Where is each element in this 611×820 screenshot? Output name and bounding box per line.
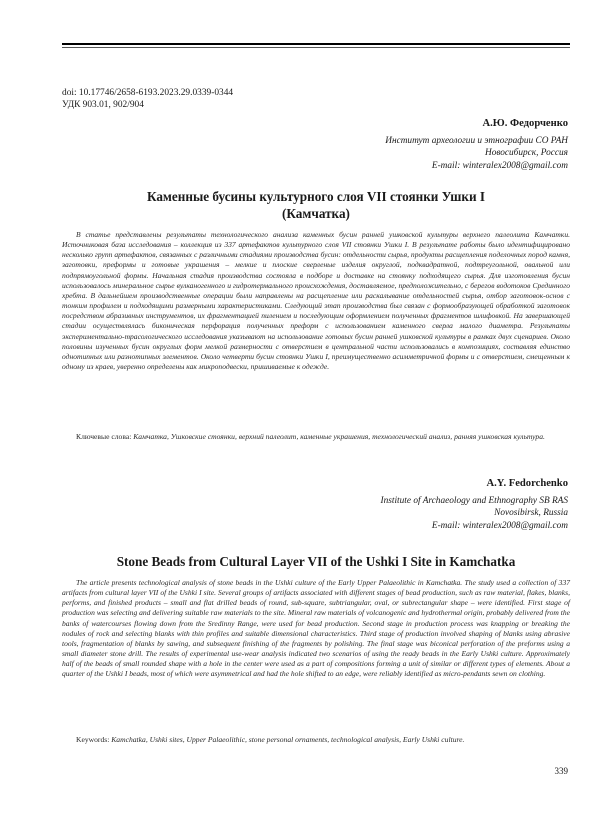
en-author: A.Y. Fedorchenko [486, 478, 568, 489]
ru-keywords-label: Ключевые слова: [76, 432, 132, 441]
en-abstract: The article presents technological analysis of stone beads in the Ushki culture of the Early Upper Palaeolithic in Kamchatka. The study used a collection of 337 artifacts from cultural layer VII of the Ushki I site. Several groups of artifacts associated with different stages of bead production, such as raw material, flakes, blanks, performs, and finished products – small and flat drilled beads of round, sub-square, subtriangular, oval, or subrectangular shape – were identified. First stage of production was selecting and delivering suitable raw materials to the site. Mineral raw materials of volcanogenic and hydrothermal origin, probably delivered from the banks of watercourses flowing down from the Sredinny Range, were used for bead production. Second stage in production process was knapping or breaking the nodules of rock and selecting blanks with thin profiles and suitable dimensional characteristics. Third stage of production involved shaping of blanks using abrasive tools, fragmentation of blanks by sawing, and subsequent finishing of the fragments by polishing. The final stage was biconical perforation of the preforms using a small diameter stone drill. The results of experimental use-wear analysis indicated two scenarios of using the ready beads in the Early Ushki culture. Approximately half of the beads of small rounded shape with a hole in the center were used as a part of compositions forming a unit of similar or different types of elements. About a quarter of the Ushki I beads, most of which were asymmetrical and had the hole shifted to an edge, were reliably identified as micro-pendants sewn on clothing. [62, 578, 570, 679]
ru-keywords [62, 432, 570, 442]
ru-affiliation-institute: Институт археологии и этнографии СО РАН [385, 136, 568, 146]
ru-abstract: В статье представлены результаты технологического анализа каменных бусин ранней ушковской культуры верхнего палеолита Камчатки. Источниковая база исследования – коллекция из 337 артефактов культурного слоя VII стоянки Ушки I. В результате работы было идентифицировано несколько групп артефактов, связанных с различными стадиями производства бусин: отдельности сырья, продукты расщепления поделочных пород камня, заготовки, преформы и готовые украшения – мелкие и плоские сверленые изделия округлой, подквадратной, подтреугольной, овальной или подпрямоугольной формы. Начальная стадия производства состояла в подборе и доставке на стоянку подходящего сырья. Для изготовления бусин использовалось минеральное сырье вулканогенного и гидротермального происхождения, доставляемое, предположительно, с берегов водотоков Срединного хребта. В дальнейшем производственные операции были направлены на расщепление или раскалывание отдельностей сырья, отбор заготовок-основ с тонким профилем и подходящими размерными характеристиками. Следующий этап производства был связан с формообразующей обработкой заготовок посредством абразивных инструментов, их фрагментацией пилением и последующим оформлением полученных фрагментов шлифовкой. На завершающей стадии осуществлялась биконическая перфорация полученных преформ с использованием каменного сверла малого диаметра. Результаты экспериментально-трасологического исследования указывают на использование готовых бусин ранней ушковской культуры в рамках двух сценариев. Около половины изученных бусин округлых форм мелкой размерности с отверстием в центральной части использовались в композициях, составляя единство однотипных или разнотипных элементов. Около четверти бусин стоянки Ушки I, преимущественно асимметричной формы и с отверстием, смещенным к одному из краев, уверенно определены как микроподвески, пришиваемые к одежде. [62, 230, 570, 372]
ru-affiliation-city: Новосибирск, Россия [484, 148, 568, 159]
en-keywords [62, 735, 570, 745]
ru-title-line-1: Каменные бусины культурного слоя VII стоянки Ушки I [146, 189, 486, 204]
udk-line: УДК 903.01, 902/904 [62, 100, 144, 110]
en-affiliation [381, 495, 568, 532]
page-number: 339 [554, 766, 568, 776]
ru-author: А.Ю. Федорченко [482, 118, 568, 129]
top-rule-thin [62, 47, 570, 48]
top-rule-thick [62, 43, 570, 45]
ru-affiliation-email: E-mail: winteralex2008@gmail.com [431, 160, 568, 171]
ru-title [62, 188, 570, 222]
ru-title-line-2: (Камчатка) [282, 206, 350, 221]
en-affiliation-city: Novosibirsk, Russia [494, 508, 568, 519]
en-keywords-label: Keywords: [76, 735, 110, 744]
en-affiliation-email: E-mail: winteralex2008@gmail.com [431, 520, 568, 531]
en-affiliation-institute: Institute of Archaeology and Ethnography SB RAS [380, 496, 568, 506]
en-title: Stone Beads from Cultural Layer VII of the Ushki I Site in Kamchatka [116, 554, 516, 569]
en-keywords-list: Kamchatka, Ushki sites, Upper Palaeolithic, stone personal ornaments, technological analysis, Early Ushki culture. [111, 735, 465, 744]
ru-keywords-list: Камчатка, Ушковские стоянки, верхний палеолит, каменные украшения, технологический анализ, ранняя ушковская культура. [133, 432, 545, 441]
ru-affiliation [385, 135, 568, 172]
doi-line: doi: 10.17746/2658-6193.2023.29.0339-0344 [62, 88, 234, 98]
